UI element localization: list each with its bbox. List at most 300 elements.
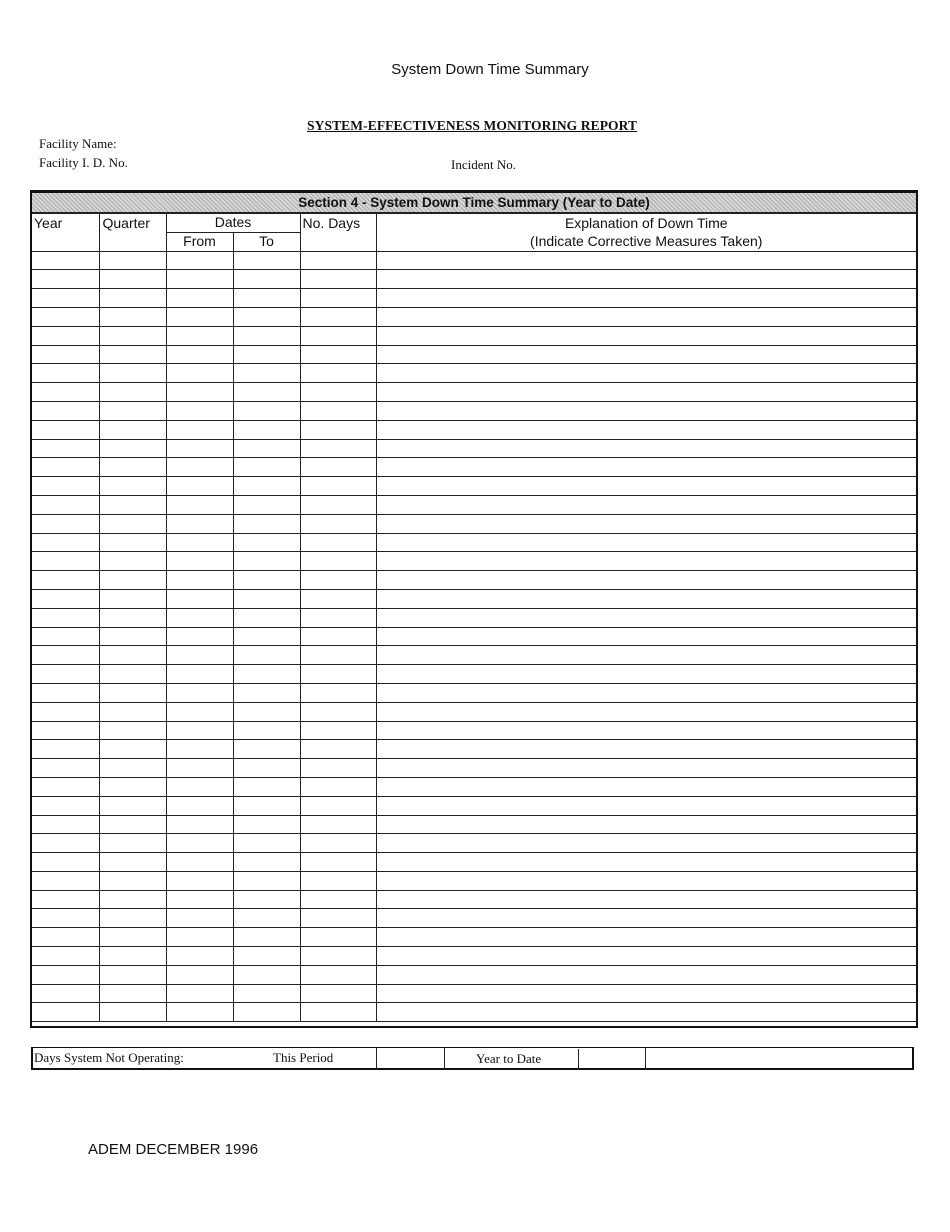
facility-id-label: Facility I. D. No.	[39, 155, 128, 170]
no-days-cell[interactable]	[300, 702, 376, 721]
no-days-cell[interactable]	[300, 890, 376, 909]
explanation-cell[interactable]	[376, 984, 916, 1003]
from-cell[interactable]	[166, 853, 233, 872]
no-days-header: No. Days	[300, 214, 376, 233]
from-cell[interactable]	[166, 646, 233, 665]
to-cell[interactable]	[233, 514, 300, 533]
no-days-cell[interactable]	[300, 871, 376, 890]
from-cell[interactable]	[166, 270, 233, 289]
table-row	[32, 984, 916, 1003]
quarter-cell[interactable]	[99, 947, 166, 966]
to-header: To	[233, 232, 300, 251]
quarter-cell[interactable]	[99, 740, 166, 759]
year-cell[interactable]	[32, 815, 99, 834]
this-period-label: This Period	[271, 1048, 377, 1069]
from-cell[interactable]	[166, 683, 233, 702]
no-days-cell[interactable]	[300, 589, 376, 608]
quarter-cell[interactable]	[99, 307, 166, 326]
to-cell[interactable]	[233, 871, 300, 890]
year-cell[interactable]	[32, 439, 99, 458]
no-days-cell[interactable]	[300, 928, 376, 947]
quarter-cell[interactable]	[99, 589, 166, 608]
quarter-cell[interactable]	[99, 270, 166, 289]
quarter-cell[interactable]	[99, 646, 166, 665]
explanation-cell[interactable]	[376, 401, 916, 420]
year-cell[interactable]	[32, 458, 99, 477]
to-cell[interactable]	[233, 777, 300, 796]
quarter-cell[interactable]	[99, 871, 166, 890]
no-days-cell[interactable]	[300, 571, 376, 590]
table-row	[32, 608, 916, 627]
quarter-cell[interactable]	[99, 702, 166, 721]
explanation-cell[interactable]	[376, 665, 916, 684]
quarter-cell[interactable]	[99, 345, 166, 364]
explanation-cell[interactable]	[376, 364, 916, 383]
explanation-cell[interactable]	[376, 251, 916, 270]
no-days-cell[interactable]	[300, 1003, 376, 1022]
no-days-cell[interactable]	[300, 477, 376, 496]
from-cell[interactable]	[166, 514, 233, 533]
no-days-cell[interactable]	[300, 759, 376, 778]
explanation-cell[interactable]	[376, 646, 916, 665]
explanation-cell[interactable]	[376, 965, 916, 984]
year-cell[interactable]	[32, 533, 99, 552]
no-days-cell[interactable]	[300, 909, 376, 928]
table-row	[32, 815, 916, 834]
dates-header: Dates	[166, 214, 300, 233]
quarter-cell[interactable]	[99, 721, 166, 740]
report-title: SYSTEM-EFFECTIVENESS MONITORING REPORT	[307, 118, 638, 133]
quarter-cell[interactable]	[99, 984, 166, 1003]
no-days-cell[interactable]	[300, 289, 376, 308]
quarter-cell[interactable]	[99, 965, 166, 984]
quarter-cell[interactable]	[99, 853, 166, 872]
quarter-cell[interactable]	[99, 383, 166, 402]
table-row	[32, 345, 916, 364]
to-cell[interactable]	[233, 571, 300, 590]
explanation-cell[interactable]	[376, 627, 916, 646]
quarter-cell[interactable]	[99, 665, 166, 684]
explanation-cell[interactable]	[376, 383, 916, 402]
table-row	[32, 665, 916, 684]
quarter-cell[interactable]	[99, 514, 166, 533]
year-cell[interactable]	[32, 702, 99, 721]
explanation-cell[interactable]	[376, 777, 916, 796]
from-cell[interactable]	[166, 1003, 233, 1022]
year-to-date-value[interactable]	[579, 1048, 646, 1069]
quarter-cell[interactable]	[99, 759, 166, 778]
no-days-cell[interactable]	[300, 984, 376, 1003]
to-cell[interactable]	[233, 815, 300, 834]
no-days-cell[interactable]	[300, 796, 376, 815]
explanation-cell[interactable]	[376, 702, 916, 721]
to-cell[interactable]	[233, 646, 300, 665]
no-days-cell[interactable]	[300, 420, 376, 439]
from-cell[interactable]	[166, 965, 233, 984]
table-row	[32, 871, 916, 890]
from-cell[interactable]	[166, 589, 233, 608]
to-cell[interactable]	[233, 665, 300, 684]
no-days-cell[interactable]	[300, 853, 376, 872]
no-days-cell[interactable]	[300, 665, 376, 684]
year-cell[interactable]	[32, 552, 99, 571]
table-row	[32, 364, 916, 383]
year-cell[interactable]	[32, 796, 99, 815]
from-cell[interactable]	[166, 401, 233, 420]
down-time-table	[30, 190, 918, 1028]
year-cell[interactable]	[32, 289, 99, 308]
explanation-cell[interactable]	[376, 608, 916, 627]
no-days-cell[interactable]	[300, 495, 376, 514]
quarter-cell[interactable]	[99, 571, 166, 590]
no-days-cell[interactable]	[300, 740, 376, 759]
no-days-cell[interactable]	[300, 721, 376, 740]
from-cell[interactable]	[166, 890, 233, 909]
to-cell[interactable]	[233, 740, 300, 759]
to-cell[interactable]	[233, 589, 300, 608]
to-cell[interactable]	[233, 326, 300, 345]
year-cell[interactable]	[32, 909, 99, 928]
no-days-cell[interactable]	[300, 947, 376, 966]
year-to-date-label: Year to Date	[445, 1049, 579, 1070]
year-cell[interactable]	[32, 514, 99, 533]
explanation-cell[interactable]	[376, 853, 916, 872]
table-row	[32, 777, 916, 796]
table-row	[32, 289, 916, 308]
quarter-cell[interactable]	[99, 477, 166, 496]
explanation-cell[interactable]	[376, 270, 916, 289]
no-days-cell[interactable]	[300, 514, 376, 533]
from-cell[interactable]	[166, 984, 233, 1003]
from-cell[interactable]	[166, 627, 233, 646]
to-cell[interactable]	[233, 796, 300, 815]
quarter-cell[interactable]	[99, 439, 166, 458]
year-cell[interactable]	[32, 777, 99, 796]
section-banner	[32, 193, 916, 213]
quarter-cell[interactable]	[99, 796, 166, 815]
from-cell[interactable]	[166, 740, 233, 759]
no-days-cell[interactable]	[300, 834, 376, 853]
from-cell[interactable]	[166, 307, 233, 326]
quarter-cell[interactable]	[99, 495, 166, 514]
to-cell[interactable]	[233, 552, 300, 571]
from-cell[interactable]	[166, 796, 233, 815]
explanation-cell[interactable]	[376, 909, 916, 928]
from-cell[interactable]	[166, 834, 233, 853]
year-cell[interactable]	[32, 853, 99, 872]
table-row	[32, 589, 916, 608]
year-cell[interactable]	[32, 495, 99, 514]
no-days-cell[interactable]	[300, 608, 376, 627]
to-cell[interactable]	[233, 270, 300, 289]
table-row	[32, 909, 916, 928]
from-header: From	[166, 232, 233, 251]
year-cell[interactable]	[32, 683, 99, 702]
year-cell[interactable]	[32, 1003, 99, 1022]
from-cell[interactable]	[166, 533, 233, 552]
no-days-cell[interactable]	[300, 815, 376, 834]
quarter-cell[interactable]	[99, 289, 166, 308]
year-cell[interactable]	[32, 740, 99, 759]
explanation-cell[interactable]	[376, 1003, 916, 1022]
from-cell[interactable]	[166, 364, 233, 383]
table-row	[32, 965, 916, 984]
quarter-cell[interactable]	[99, 458, 166, 477]
explanation-cell[interactable]	[376, 552, 916, 571]
year-cell[interactable]	[32, 928, 99, 947]
quarter-cell[interactable]	[99, 608, 166, 627]
to-cell[interactable]	[233, 928, 300, 947]
from-cell[interactable]	[166, 458, 233, 477]
facility-name-label: Facility Name:	[39, 136, 117, 151]
table-row	[32, 439, 916, 458]
from-cell[interactable]	[166, 928, 233, 947]
table-row	[32, 495, 916, 514]
table-row	[32, 1003, 916, 1022]
year-cell[interactable]	[32, 364, 99, 383]
no-days-cell[interactable]	[300, 401, 376, 420]
table-row	[32, 721, 916, 740]
no-days-cell[interactable]	[300, 326, 376, 345]
from-cell[interactable]	[166, 383, 233, 402]
to-cell[interactable]	[233, 947, 300, 966]
no-days-cell[interactable]	[300, 383, 376, 402]
explanation-cell[interactable]	[376, 571, 916, 590]
year-cell[interactable]	[32, 251, 99, 270]
explanation-cell[interactable]	[376, 326, 916, 345]
from-cell[interactable]	[166, 420, 233, 439]
to-cell[interactable]	[233, 289, 300, 308]
days-not-operating-label: Days System Not Operating:	[34, 1050, 184, 1065]
to-cell[interactable]	[233, 627, 300, 646]
table-row	[32, 834, 916, 853]
explanation-cell[interactable]	[376, 796, 916, 815]
quarter-cell[interactable]	[99, 834, 166, 853]
year-cell[interactable]	[32, 326, 99, 345]
year-cell[interactable]	[32, 571, 99, 590]
year-cell[interactable]	[32, 665, 99, 684]
from-cell[interactable]	[166, 871, 233, 890]
quarter-cell[interactable]	[99, 326, 166, 345]
year-cell[interactable]	[32, 477, 99, 496]
year-cell[interactable]	[32, 721, 99, 740]
from-cell[interactable]	[166, 815, 233, 834]
no-days-cell[interactable]	[300, 965, 376, 984]
no-days-cell[interactable]	[300, 777, 376, 796]
explanation-cell[interactable]	[376, 815, 916, 834]
quarter-cell[interactable]	[99, 1003, 166, 1022]
explanation-cell[interactable]	[376, 890, 916, 909]
quarter-cell[interactable]	[99, 401, 166, 420]
table-grid	[32, 213, 916, 1022]
year-cell[interactable]	[32, 589, 99, 608]
to-cell[interactable]	[233, 965, 300, 984]
explanation-cell[interactable]	[376, 589, 916, 608]
to-cell[interactable]	[233, 401, 300, 420]
explanation-cell[interactable]	[376, 514, 916, 533]
explanation-cell[interactable]	[376, 928, 916, 947]
no-days-cell[interactable]	[300, 627, 376, 646]
quarter-cell[interactable]	[99, 251, 166, 270]
to-cell[interactable]	[233, 345, 300, 364]
incident-no-label: Incident No.	[451, 157, 516, 172]
explanation-cell[interactable]	[376, 834, 916, 853]
from-cell[interactable]	[166, 759, 233, 778]
from-cell[interactable]	[166, 665, 233, 684]
year-cell[interactable]	[32, 401, 99, 420]
from-cell[interactable]	[166, 909, 233, 928]
no-days-cell[interactable]	[300, 307, 376, 326]
year-cell[interactable]	[32, 871, 99, 890]
from-cell[interactable]	[166, 947, 233, 966]
year-header-spacer	[32, 232, 99, 251]
table-row	[32, 533, 916, 552]
quarter-cell[interactable]	[99, 683, 166, 702]
from-cell[interactable]	[166, 289, 233, 308]
quarter-header-spacer	[99, 232, 166, 251]
table-row	[32, 270, 916, 289]
to-cell[interactable]	[233, 834, 300, 853]
to-cell[interactable]	[233, 853, 300, 872]
explanation-cell[interactable]	[376, 345, 916, 364]
table-row	[32, 420, 916, 439]
quarter-cell[interactable]	[99, 890, 166, 909]
to-cell[interactable]	[233, 608, 300, 627]
to-cell[interactable]	[233, 458, 300, 477]
table-row	[32, 740, 916, 759]
year-cell[interactable]	[32, 420, 99, 439]
to-cell[interactable]	[233, 533, 300, 552]
no-days-cell[interactable]	[300, 683, 376, 702]
explanation-cell[interactable]	[376, 947, 916, 966]
explanation-subheader: (Indicate Corrective Measures Taken)	[376, 232, 916, 251]
no-days-cell[interactable]	[300, 364, 376, 383]
quarter-cell[interactable]	[99, 552, 166, 571]
quarter-cell[interactable]	[99, 909, 166, 928]
to-cell[interactable]	[233, 251, 300, 270]
table-row	[32, 477, 916, 496]
from-cell[interactable]	[166, 608, 233, 627]
to-cell[interactable]	[233, 1003, 300, 1022]
year-cell[interactable]	[32, 345, 99, 364]
explanation-cell[interactable]	[376, 721, 916, 740]
explanation-header: Explanation of Down Time	[376, 214, 916, 233]
to-cell[interactable]	[233, 683, 300, 702]
explanation-cell[interactable]	[376, 740, 916, 759]
table-row	[32, 947, 916, 966]
quarter-header: Quarter	[99, 214, 166, 233]
this-period-value[interactable]	[377, 1048, 445, 1069]
explanation-cell[interactable]	[376, 533, 916, 552]
quarter-cell[interactable]	[99, 420, 166, 439]
table-row	[32, 383, 916, 402]
to-cell[interactable]	[233, 890, 300, 909]
no-days-cell[interactable]	[300, 345, 376, 364]
no-days-cell[interactable]	[300, 458, 376, 477]
from-cell[interactable]	[166, 251, 233, 270]
to-cell[interactable]	[233, 702, 300, 721]
explanation-cell[interactable]	[376, 458, 916, 477]
from-cell[interactable]	[166, 439, 233, 458]
from-cell[interactable]	[166, 571, 233, 590]
to-cell[interactable]	[233, 439, 300, 458]
to-cell[interactable]	[233, 909, 300, 928]
explanation-cell[interactable]	[376, 289, 916, 308]
table-row	[32, 853, 916, 872]
quarter-cell[interactable]	[99, 533, 166, 552]
year-header: Year	[32, 214, 99, 233]
from-cell[interactable]	[166, 495, 233, 514]
year-cell[interactable]	[32, 608, 99, 627]
explanation-cell[interactable]	[376, 871, 916, 890]
no-days-cell[interactable]	[300, 533, 376, 552]
table-row	[32, 928, 916, 947]
from-cell[interactable]	[166, 702, 233, 721]
year-cell[interactable]	[32, 307, 99, 326]
from-cell[interactable]	[166, 721, 233, 740]
explanation-cell[interactable]	[376, 495, 916, 514]
to-cell[interactable]	[233, 984, 300, 1003]
year-cell[interactable]	[32, 759, 99, 778]
explanation-cell[interactable]	[376, 439, 916, 458]
table-row	[32, 759, 916, 778]
explanation-cell[interactable]	[376, 307, 916, 326]
to-cell[interactable]	[233, 721, 300, 740]
from-cell[interactable]	[166, 552, 233, 571]
year-cell[interactable]	[32, 834, 99, 853]
to-cell[interactable]	[233, 759, 300, 778]
from-cell[interactable]	[166, 477, 233, 496]
to-cell[interactable]	[233, 477, 300, 496]
no-days-cell[interactable]	[300, 251, 376, 270]
to-cell[interactable]	[233, 495, 300, 514]
quarter-cell[interactable]	[99, 815, 166, 834]
no-days-cell[interactable]	[300, 439, 376, 458]
quarter-cell[interactable]	[99, 928, 166, 947]
to-cell[interactable]	[233, 383, 300, 402]
table-row	[32, 251, 916, 270]
explanation-cell[interactable]	[376, 477, 916, 496]
no-days-cell[interactable]	[300, 552, 376, 571]
to-cell[interactable]	[233, 307, 300, 326]
from-cell[interactable]	[166, 345, 233, 364]
no-days-cell[interactable]	[300, 646, 376, 665]
year-cell[interactable]	[32, 965, 99, 984]
no-days-cell[interactable]	[300, 270, 376, 289]
year-cell[interactable]	[32, 646, 99, 665]
year-cell[interactable]	[32, 270, 99, 289]
year-cell[interactable]	[32, 890, 99, 909]
year-cell[interactable]	[32, 383, 99, 402]
table-row	[32, 401, 916, 420]
to-cell[interactable]	[233, 420, 300, 439]
explanation-cell[interactable]	[376, 683, 916, 702]
explanation-cell[interactable]	[376, 759, 916, 778]
explanation-cell[interactable]	[376, 420, 916, 439]
from-cell[interactable]	[166, 777, 233, 796]
quarter-cell[interactable]	[99, 364, 166, 383]
to-cell[interactable]	[233, 364, 300, 383]
from-cell[interactable]	[166, 326, 233, 345]
year-cell[interactable]	[32, 627, 99, 646]
quarter-cell[interactable]	[99, 777, 166, 796]
table-row	[32, 796, 916, 815]
table-row	[32, 702, 916, 721]
year-cell[interactable]	[32, 947, 99, 966]
footer-blank-cell	[646, 1048, 914, 1069]
quarter-cell[interactable]	[99, 627, 166, 646]
year-cell[interactable]	[32, 984, 99, 1003]
